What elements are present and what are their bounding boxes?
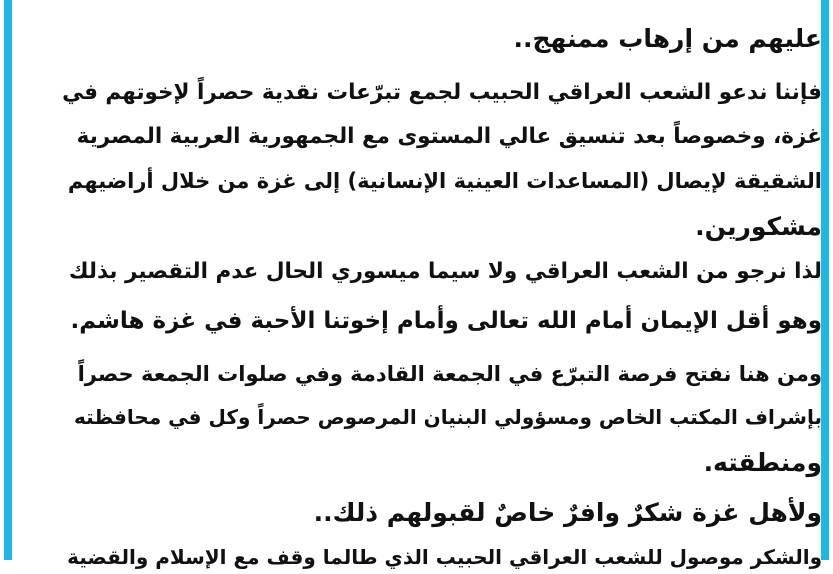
text-line: الشقيقة لإيصال (المساعدات العينية الإنسانية) إلى غزة من خلال أراضيهم bbox=[67, 169, 822, 193]
right-accent-bar bbox=[821, 0, 829, 560]
left-accent-bar bbox=[4, 0, 12, 560]
text-line: وهو أقل الإيمان أمام الله تعالى وأمام إخوتنا الأحبة في غزة هاشم. bbox=[70, 308, 822, 334]
text-line: مشكورين. bbox=[695, 212, 822, 241]
text-line: ومن هنا نفتح فرصة التبرّع في الجمعة القادمة وفي صلوات الجمعة حصراً bbox=[77, 362, 822, 386]
text-line: ومنطقته. bbox=[703, 448, 822, 477]
text-line: غزة، وخصوصاً بعد تنسيق عالي المستوى مع الجمهورية العربية المصرية bbox=[76, 124, 822, 149]
text-line: والشكر موصول للشعب العراقي الحبيب الذي طالما وقف مع الإسلام والقضية bbox=[67, 545, 822, 569]
text-line: فإننا ندعو الشعب العراقي الحبيب لجمع تبرّعات نقدية حصراً لإخوتهم في bbox=[62, 80, 822, 105]
text-line: ولأهل غزة شكرٌ وافرٌ خاصٌ لقبولهم ذلك.. bbox=[313, 498, 822, 527]
text-line: عليهم من إرهاب ممنهج.. bbox=[513, 24, 822, 53]
text-line: لذا نرجو من الشعب العراقي ولا سيما ميسوري الحال عدم التقصير بذلك bbox=[68, 259, 822, 284]
text-line: بإشراف المكتب الخاص ومسؤولي البنيان المرصوص حصراً وكل في محافظته bbox=[74, 405, 822, 429]
document-page bbox=[62, 0, 822, 569]
